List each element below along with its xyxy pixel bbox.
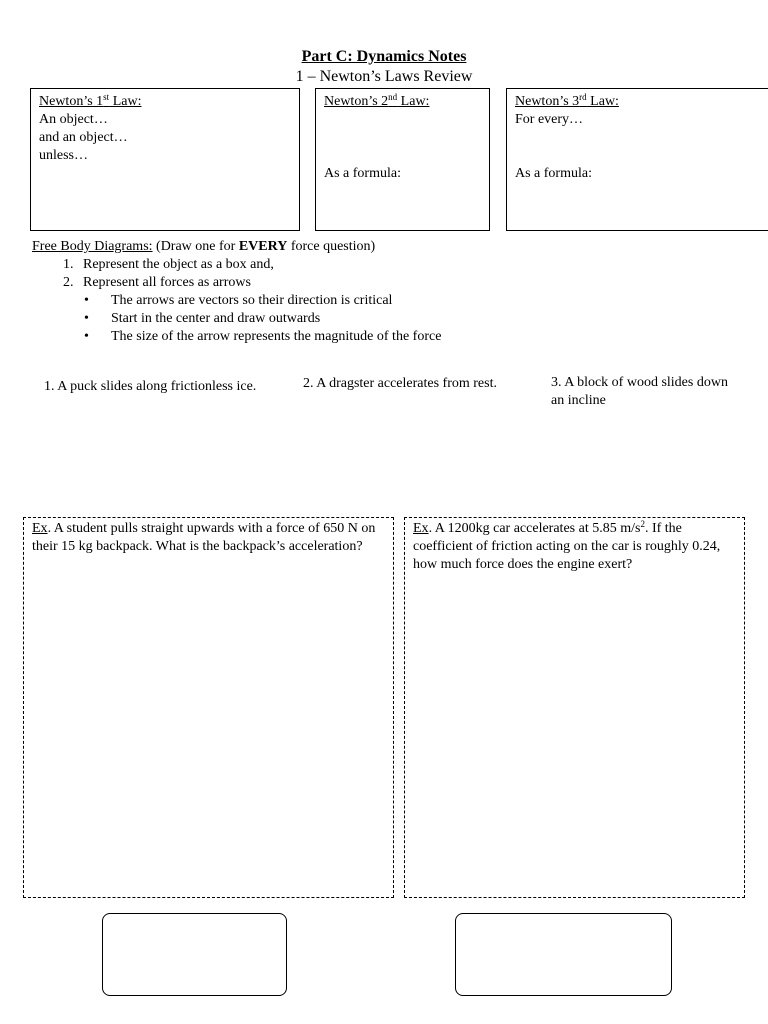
answer-box-1[interactable] [102,913,287,996]
third-law-heading: Newton’s 3rd Law: [515,92,619,109]
first-law-line: unless… [39,148,88,163]
answer-box-2[interactable] [455,913,672,996]
question-2: 2. A dragster accelerates from rest. [303,376,497,391]
fbd-steps [32,256,732,346]
fbd-bullets [83,292,732,346]
second-law-formula-label: As a formula: [324,166,401,181]
example-1-text: Ex. A student pulls straight upwards with a force of 650 N on their 15 kg backpack. What is the backpack’s acceleration? [32,521,376,554]
second-law-box [315,88,490,231]
example-2-text: Ex. A 1200kg car accelerates at 5.85 $m/s^2$. If the coefficient of friction acting on the car is roughly 0.24, how much force does the engine exert? [413,519,721,572]
fbd-section [32,238,732,346]
fbd-heading-line: Free Body Diagrams: (Draw one for EVERY force question) [32,239,376,254]
fbd-heading: Free Body Diagrams: [32,239,153,254]
fbd-bullet: • The size of the arrow represents the magnitude of the force [105,328,732,346]
fbd-step: 1. Represent the object as a box and, [77,256,732,274]
first-law-box [30,88,300,231]
second-law-heading: Newton’s 2nd Law: [324,92,430,109]
first-law-line: and an object… [39,130,128,145]
example-box-2 [404,517,745,898]
page-subtitle: 1 – Newton’s Laws Review [295,68,473,85]
example-box-1 [23,517,394,898]
third-law-line: For every… [515,112,584,127]
page-title: Part C: Dynamics Notes [301,48,467,65]
third-law-box [506,88,768,231]
fbd-bullet: • The arrows are vectors so their direction is critical [105,292,732,310]
fbd-bullet: • Start in the center and draw outwards [105,310,732,328]
question-1: 1. A puck slides along frictionless ice. [44,379,257,394]
question-3: 3. A block of wood slides down an incline [551,375,728,408]
fbd-step: 2. Represent all forces as arrows • The arrows are vectors so their direction is critical • Start in the center and draw outwards • The size of the arrow represents the magnitude of the force [77,274,732,346]
first-law-line: An object… [39,112,108,127]
first-law-heading: Newton’s 1st Law: [39,92,142,109]
third-law-formula-label: As a formula: [515,166,592,181]
